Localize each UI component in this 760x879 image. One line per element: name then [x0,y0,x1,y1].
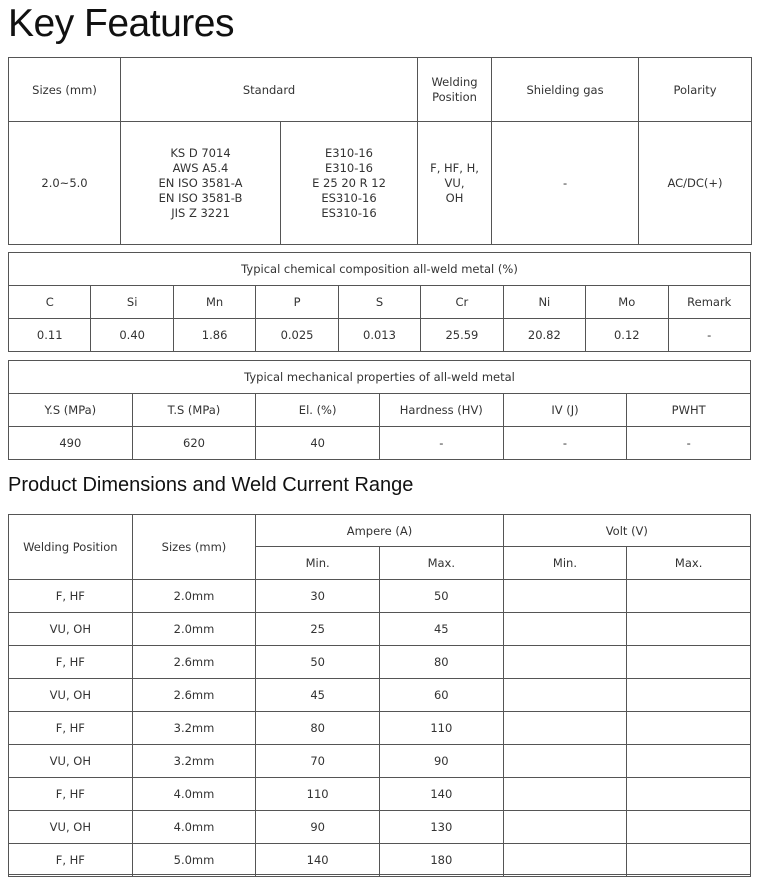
chem-value-c: 0.11 [9,319,91,352]
row-amp-max: 80 [379,646,503,679]
row-amp-min: 140 [256,844,380,877]
chem-header-s: S [338,286,420,319]
dim-header-ampere: Ampere (A) [256,515,503,547]
row-welding-position: F, HF [9,844,133,877]
row-amp-max: 90 [379,745,503,778]
chem-header-cr: Cr [421,286,503,319]
row-amp-min: 30 [256,580,380,613]
header-shielding-gas: Shielding gas [492,58,639,122]
mech-header-el: El. (%) [256,394,380,427]
header-welding-position-line: Welding [431,74,478,89]
dim-header-welding-position: Welding Position [9,515,133,580]
row-size: 2.0mm [132,613,256,646]
row-volt-min [503,778,627,811]
features-shielding-gas-value: - [492,122,639,245]
row-amp-min: 80 [256,712,380,745]
mechanical-title-row [9,361,751,394]
row-volt-max [627,745,751,778]
row-size: 2.0mm [132,580,256,613]
mech-value-iv: - [503,427,627,460]
section-title: Product Dimensions and Weld Current Range [8,474,414,496]
row-volt-min [503,712,627,745]
standards-organizations [121,122,281,245]
table-row [9,844,751,877]
row-volt-min [503,745,627,778]
row-size: 3.2mm [132,745,256,778]
standards-classifications [281,122,418,245]
chem-value-s: 0.013 [338,319,420,352]
row-volt-min [503,580,627,613]
chem-header-ni: Ni [503,286,585,319]
table-row [9,778,751,811]
mech-header-iv: IV (J) [503,394,627,427]
table-row [9,712,751,745]
chem-header-p: P [256,286,338,319]
table-row [9,580,751,613]
row-size: 4.0mm [132,778,256,811]
dim-header-volt-max: Max. [627,547,751,580]
welding-position-line: F, HF, H, VU, [430,160,479,190]
row-amp-min: 110 [256,778,380,811]
standard-classification: ES310-16 [321,190,377,205]
features-header-row [9,58,752,122]
dim-header-volt: Volt (V) [503,515,750,547]
chemical-header-row [9,286,751,319]
row-welding-position: F, HF [9,712,133,745]
dim-header-volt-min: Min. [503,547,627,580]
mech-value-pwht: - [627,427,751,460]
row-amp-min: 25 [256,613,380,646]
chem-header-si: Si [91,286,173,319]
row-amp-max: 50 [379,580,503,613]
dim-header-sizes: Sizes (mm) [132,515,256,580]
mech-value-ys: 490 [9,427,133,460]
table-row [9,679,751,712]
standard-classification: E 25 20 R 12 [312,175,386,190]
row-volt-max [627,712,751,745]
row-volt-max [627,811,751,844]
row-size: 4.0mm [132,811,256,844]
mech-value-hardness: - [379,427,503,460]
row-amp-min: 70 [256,745,380,778]
row-volt-max [627,646,751,679]
dim-header-amp-min: Min. [256,547,380,580]
chem-value-mo: 0.12 [586,319,668,352]
table-row [9,811,751,844]
table-row [9,613,751,646]
chem-value-cr: 25.59 [421,319,503,352]
row-welding-position: F, HF [9,778,133,811]
header-welding-position-line: Position [432,89,477,104]
row-size: 3.2mm [132,712,256,745]
mech-value-el: 40 [256,427,380,460]
mechanical-properties-table [8,360,751,460]
chem-header-c: C [9,286,91,319]
standard-name: EN ISO 3581-B [158,190,243,205]
mechanical-values-row [9,427,751,460]
header-sizes: Sizes (mm) [9,58,121,122]
standard-classification: E310-16 [325,145,373,160]
row-welding-position: F, HF [9,580,133,613]
row-size: 5.0mm [132,844,256,877]
standard-classification: ES310-16 [321,205,377,220]
mechanical-header-row [9,394,751,427]
chem-value-mn: 1.86 [173,319,255,352]
chem-header-mn: Mn [173,286,255,319]
dimensions-current-table [8,514,751,877]
row-amp-min: 45 [256,679,380,712]
mech-header-pwht: PWHT [627,394,751,427]
row-amp-max: 110 [379,712,503,745]
dimensions-header-row [9,515,751,547]
standard-name: KS D 7014 [170,145,231,160]
bottom-divider [8,874,751,875]
row-amp-max: 45 [379,613,503,646]
row-volt-min [503,679,627,712]
header-welding-position [418,58,492,122]
row-amp-max: 130 [379,811,503,844]
row-amp-max: 140 [379,778,503,811]
row-size: 2.6mm [132,679,256,712]
row-welding-position: VU, OH [9,613,133,646]
standard-name: JIS Z 3221 [171,205,230,220]
row-volt-min [503,844,627,877]
row-volt-max [627,613,751,646]
row-welding-position: F, HF [9,646,133,679]
features-sizes-value: 2.0~5.0 [9,122,121,245]
chemical-title-row [9,253,751,286]
row-size: 2.6mm [132,646,256,679]
standard-name: AWS A5.4 [172,160,229,175]
row-amp-min: 50 [256,646,380,679]
chemical-title: Typical chemical composition all-weld metal (%) [9,253,751,286]
chem-value-si: 0.40 [91,319,173,352]
features-data-row [9,122,752,245]
page-title: Key Features [8,2,234,45]
chemical-values-row [9,319,751,352]
standard-classification: E310-16 [325,160,373,175]
row-welding-position: VU, OH [9,811,133,844]
row-amp-max: 180 [379,844,503,877]
features-polarity-value: AC/DC(+) [639,122,752,245]
header-polarity: Polarity [639,58,752,122]
row-welding-position: VU, OH [9,679,133,712]
dimensions-body [9,580,751,877]
features-welding-position-value [418,122,492,245]
key-features-table [8,57,752,245]
row-volt-min [503,646,627,679]
row-volt-max [627,844,751,877]
standard-name: EN ISO 3581-A [158,175,243,190]
table-row [9,745,751,778]
mechanical-title: Typical mechanical properties of all-weld metal [9,361,751,394]
row-amp-min: 90 [256,811,380,844]
row-volt-min [503,811,627,844]
mech-header-ys: Y.S (MPa) [9,394,133,427]
welding-position-line: OH [445,190,464,205]
row-volt-min [503,613,627,646]
header-standard: Standard [121,58,418,122]
mech-value-ts: 620 [132,427,256,460]
row-volt-max [627,580,751,613]
row-volt-max [627,778,751,811]
mech-header-ts: T.S (MPa) [132,394,256,427]
chem-value-ni: 20.82 [503,319,585,352]
table-row [9,646,751,679]
chemical-composition-table [8,252,751,352]
dim-header-amp-max: Max. [379,547,503,580]
row-amp-max: 60 [379,679,503,712]
row-welding-position: VU, OH [9,745,133,778]
row-volt-max [627,679,751,712]
chem-header-mo: Mo [586,286,668,319]
chem-value-p: 0.025 [256,319,338,352]
chem-value-remark: - [668,319,751,352]
chem-header-remark: Remark [668,286,751,319]
mech-header-hardness: Hardness (HV) [379,394,503,427]
